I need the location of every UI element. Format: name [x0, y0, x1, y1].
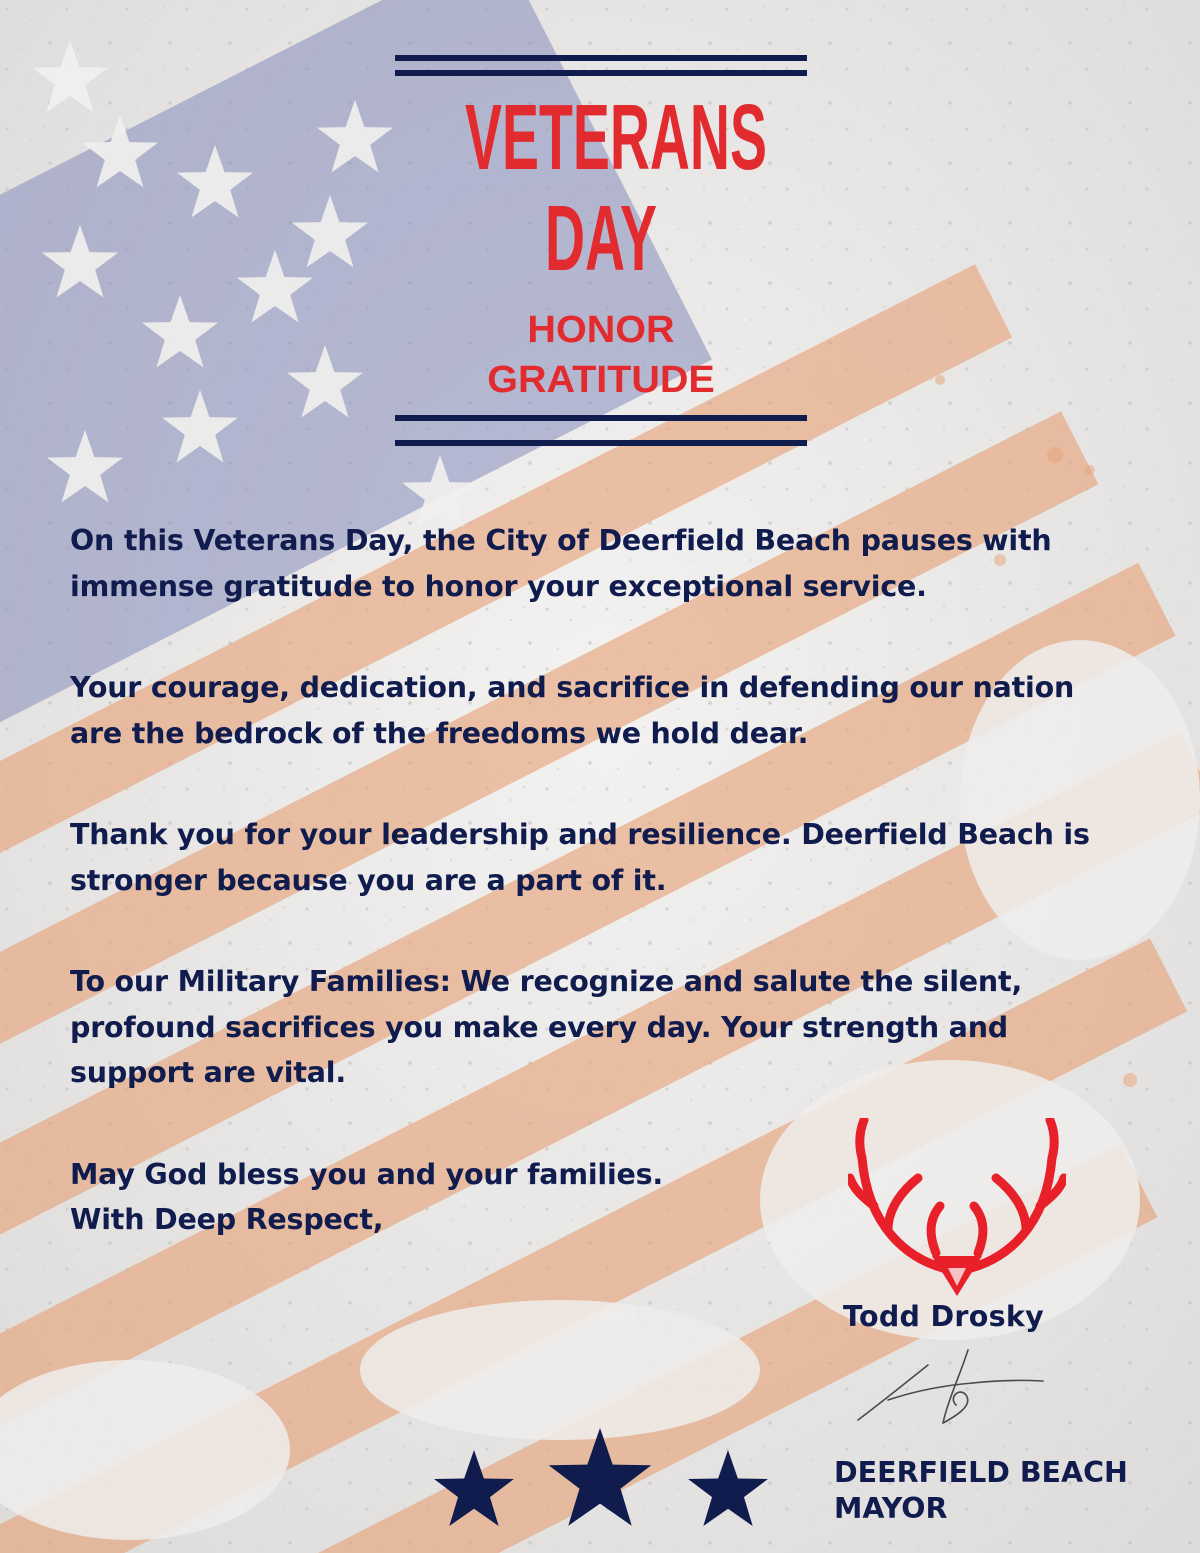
distress-mark	[935, 375, 945, 385]
title-veterans: VETERANS	[465, 85, 767, 189]
signer-name: Todd Drosky	[843, 1300, 1045, 1333]
signer-office	[834, 1455, 1128, 1527]
blessing-line: May God bless you and your families.	[70, 1157, 664, 1191]
letter-paragraph: Your courage, dedication, and sacrifice in defending our nation are the bedrock of the freedoms we hold dear.	[70, 671, 1075, 750]
deer-antler-logo	[848, 1118, 1066, 1298]
subtitle-honor: HONOR	[527, 309, 675, 351]
signature	[848, 1345, 1048, 1435]
distress-mark	[1123, 1073, 1137, 1087]
letter-paragraph: On this Veterans Day, the City of Deerfield Beach pauses with immense gratitude to honor your exceptional service.	[70, 524, 1052, 603]
star-icon	[688, 1450, 768, 1526]
title-rule	[395, 415, 807, 421]
title-rule	[395, 70, 807, 76]
star-icon	[549, 1428, 652, 1526]
letter-paragraph: Thank you for your leadership and resilience. Deerfield Beach is stronger because you are a part of it.	[70, 818, 1090, 897]
star-icon	[434, 1450, 514, 1526]
title-block	[395, 55, 807, 450]
distress-mark	[1047, 447, 1063, 463]
distress-mark	[360, 1300, 760, 1440]
office-line: MAYOR	[834, 1492, 948, 1525]
subtitle-gratitude: GRATITUDE	[487, 359, 715, 401]
letter-paragraph: To our Military Families: We recognize and salute the silent, profound sacrifices you make every day. Your strength and support are vital.	[70, 965, 1023, 1089]
distress-mark	[1085, 465, 1095, 475]
closing-line: With Deep Respect,	[70, 1203, 384, 1236]
decorative-stars	[428, 1422, 773, 1540]
title-day: DAY	[545, 186, 657, 290]
office-line: DEERFIELD BEACH	[834, 1456, 1128, 1489]
title-rule	[395, 440, 807, 446]
title-rule	[395, 55, 807, 61]
